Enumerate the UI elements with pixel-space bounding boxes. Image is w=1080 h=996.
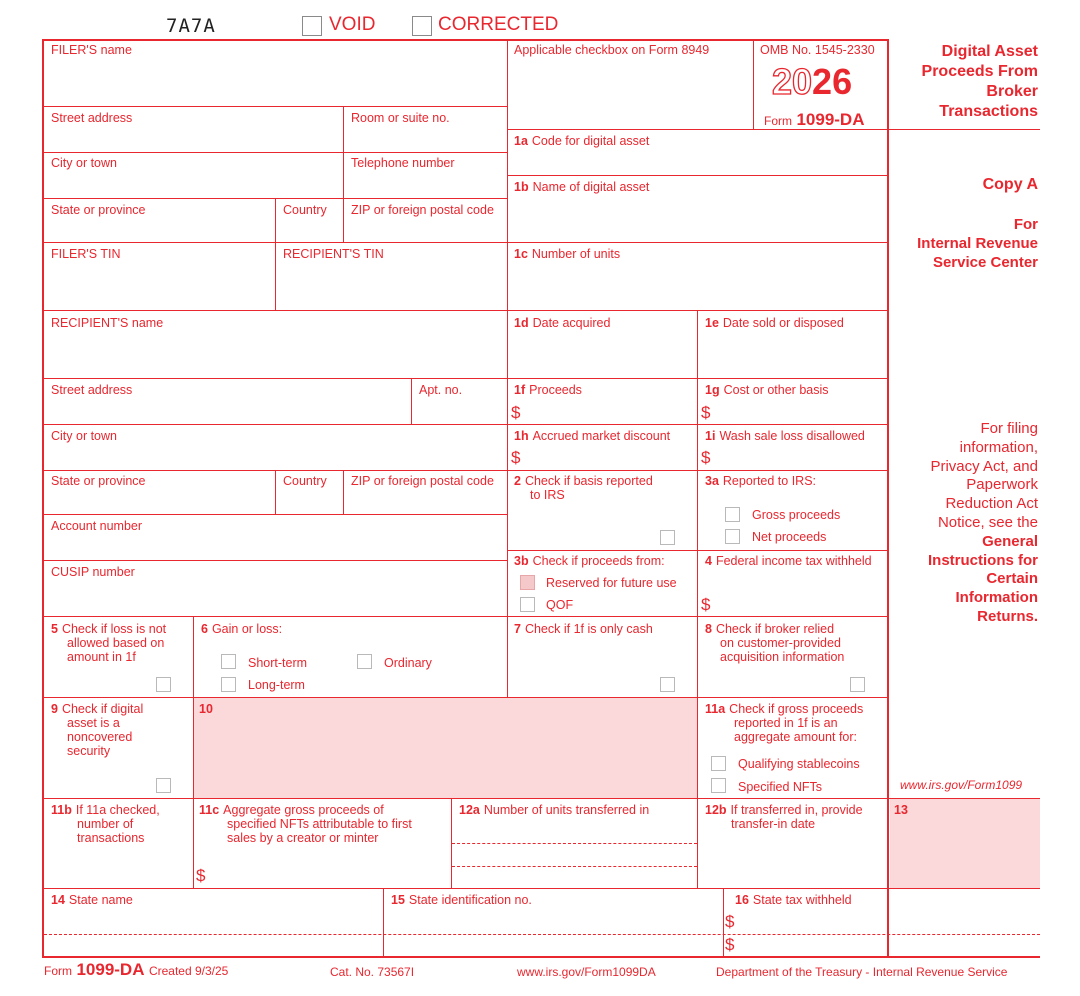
num: 7 [514, 622, 521, 636]
box-3a-gross-label: Gross proceeds [752, 508, 841, 522]
box-1i-label [705, 429, 865, 443]
text: Date sold or disposed [722, 316, 844, 330]
side-line: Information [955, 589, 1038, 607]
side-line: For filing [980, 420, 1038, 437]
cusip-label: CUSIP number [51, 565, 135, 579]
box-11a-stablecoins-label: Qualifying stablecoins [738, 757, 860, 771]
rule [43, 106, 507, 107]
box-1c-label [514, 247, 620, 261]
box-8-checkbox[interactable] [850, 677, 865, 692]
box-3a-label [705, 474, 816, 488]
bottom-rule-right [888, 956, 1040, 958]
text: transfer-in date [731, 817, 816, 831]
num: 5 [51, 622, 58, 636]
box-3a-gross-checkbox[interactable] [725, 507, 740, 522]
text: If transferred in, provide [730, 803, 863, 817]
filing-notice [928, 420, 1038, 627]
num: 1f [514, 383, 526, 397]
side-title [922, 42, 1038, 122]
num: 12a [459, 803, 480, 817]
text: Check if basis reported [524, 474, 653, 488]
form-name: 1099-DA [796, 110, 865, 129]
text: Code for digital asset [531, 134, 650, 148]
text: Reported to IRS: [722, 474, 817, 488]
corrected-label: CORRECTED [438, 14, 559, 35]
footer-form-prefix: Form [44, 964, 72, 978]
recipient-name-label: RECIPIENT'S name [51, 316, 164, 330]
rule-right-16 [888, 888, 1040, 889]
box-6-label [201, 622, 282, 636]
text: on customer-provided [720, 636, 841, 650]
rule [343, 470, 344, 514]
text: Aggregate gross proceeds of [223, 803, 384, 817]
filer-name-label: FILER'S name [51, 43, 132, 57]
recipient-city-label: City or town [51, 429, 117, 443]
box-15-label [391, 893, 532, 907]
box-16-label [735, 893, 852, 907]
box-13-label [894, 803, 912, 817]
rule [507, 175, 889, 176]
dollar-16b: $ [725, 935, 735, 954]
num: 1d [514, 316, 529, 330]
box-9-label [51, 702, 143, 758]
side-line: General [982, 532, 1038, 550]
rule [43, 378, 889, 379]
box-6-long-term-checkbox[interactable] [221, 677, 236, 692]
box-3a-net-checkbox[interactable] [725, 529, 740, 544]
dashed-rule [452, 843, 697, 844]
num: 3b [514, 554, 529, 568]
recipient-apt-label: Apt. no. [419, 383, 463, 397]
filer-zip-label: ZIP or foreign postal code [351, 203, 494, 217]
dollar-1f: $ [511, 403, 521, 422]
num: 8 [705, 622, 712, 636]
num: 6 [201, 622, 208, 636]
side-line: Returns. [977, 607, 1038, 625]
text: noncovered [67, 730, 133, 744]
text: reported in 1f is an [734, 716, 838, 730]
side-title-line: Digital Asset [941, 43, 1038, 60]
filer-country-label: Country [283, 203, 327, 217]
text: Gain or loss: [211, 622, 283, 636]
rule [507, 129, 889, 130]
box-4-label [705, 554, 872, 568]
divider-mid-col [697, 310, 698, 888]
footer-cat-no: Cat. No. 73567I [330, 965, 415, 979]
side-line: information, [959, 438, 1038, 456]
text: Check if proceeds from: [532, 554, 665, 568]
num: 11b [51, 803, 72, 817]
text: Check if gross proceeds [729, 702, 864, 716]
box-7-checkbox[interactable] [660, 677, 675, 692]
box-12a-label [459, 803, 649, 817]
box-6-ordinary-checkbox[interactable] [357, 654, 372, 669]
box-3b-label [514, 554, 665, 568]
text: Check if 1f is only cash [524, 622, 653, 636]
recipient-zip-label: ZIP or foreign postal code [351, 474, 494, 488]
rule [343, 198, 344, 242]
omb-number: OMB No. 1545-2330 [760, 43, 875, 57]
side-url[interactable]: www.irs.gov/Form1099 [900, 778, 1023, 792]
rule [43, 514, 507, 515]
text: State identification no. [408, 893, 532, 907]
box-6-short-term-checkbox[interactable] [221, 654, 236, 669]
footer-department: Department of the Treasury - Internal Revenue Service [716, 965, 1008, 979]
box-12b-label [705, 803, 863, 831]
recipient-street-label: Street address [51, 383, 133, 397]
side-line: Certain [986, 570, 1038, 588]
box-6-ordinary-label: Ordinary [384, 656, 432, 670]
box-3b-reserved-label: Reserved for future use [546, 576, 677, 590]
rule [43, 424, 889, 425]
box-3b-qof-label: QOF [546, 598, 574, 612]
rule [43, 888, 889, 889]
tax-year-suffix: 26 [812, 61, 853, 102]
box-5-checkbox[interactable] [156, 677, 171, 692]
num: 4 [705, 554, 712, 568]
rule [43, 560, 507, 561]
side-line: Instructions for [927, 551, 1038, 569]
text: aggregate amount for: [734, 730, 857, 744]
form-id-header [764, 110, 865, 130]
box-2-label [514, 474, 653, 502]
side-line: Service Center [932, 254, 1038, 271]
dashed-rule [452, 866, 697, 867]
num: 1g [705, 383, 720, 397]
recipient-tin-label: RECIPIENT'S TIN [283, 247, 384, 261]
corrected-checkbox[interactable] [412, 16, 432, 36]
filer-city-label: City or town [51, 156, 117, 170]
rule [275, 198, 276, 310]
num: 3a [705, 474, 719, 488]
text: sales by a creator or minter [227, 831, 379, 845]
text: State name [68, 893, 133, 907]
box-11c-label [199, 803, 412, 845]
recipient-state-label: State or province [51, 474, 146, 488]
num: 9 [51, 702, 58, 716]
box-3a-net-label: Net proceeds [752, 530, 827, 544]
box-9-checkbox[interactable] [156, 778, 171, 793]
box-11b-label [51, 803, 160, 845]
box-3b-qof-checkbox[interactable] [520, 597, 535, 612]
rule [507, 550, 889, 551]
void-checkbox[interactable] [302, 16, 322, 36]
text: Federal income tax withheld [715, 554, 872, 568]
rule [507, 242, 889, 243]
filer-state-label: State or province [51, 203, 146, 217]
checkbox-8949-label: Applicable checkbox on Form 8949 [514, 43, 710, 57]
num: 13 [894, 803, 908, 817]
box-8-label [705, 622, 844, 664]
box-10-shaded [194, 698, 697, 798]
filer-phone-label: Telephone number [351, 156, 455, 170]
recipient-country-label: Country [283, 474, 327, 488]
box-1d-label [514, 316, 610, 330]
box-1a-label [514, 134, 649, 148]
text: allowed based on [67, 636, 165, 650]
box-3b-reserved-checkbox [520, 575, 535, 590]
text: State tax withheld [752, 893, 852, 907]
footer-form-id [44, 960, 228, 980]
text: Date acquired [532, 316, 611, 330]
tax-year-prefix: 20 [772, 61, 813, 102]
rule-right-header [888, 129, 1040, 130]
text: specified NFTs attributable to first [227, 817, 412, 831]
num: 2 [514, 474, 521, 488]
rule [383, 888, 384, 956]
rule [43, 616, 889, 617]
num: 16 [735, 893, 749, 907]
text: Check if loss is not [61, 622, 167, 636]
side-line: For [1013, 216, 1038, 233]
void-label: VOID [329, 14, 376, 35]
text: number of [77, 817, 134, 831]
num: 1e [705, 316, 719, 330]
text: Number of units [531, 247, 621, 261]
num: 11c [199, 803, 220, 817]
num: 11a [705, 702, 726, 716]
side-line: Internal Revenue [917, 235, 1038, 252]
footer-created: Created 9/3/25 [148, 964, 229, 978]
form-code: 7A7A [166, 15, 216, 37]
box-11a-label [705, 702, 863, 744]
num: 10 [199, 702, 213, 716]
box-6-short-term-label: Short-term [248, 656, 308, 670]
num: 14 [51, 893, 65, 907]
box-1g-label [705, 383, 829, 397]
num: 12b [705, 803, 727, 817]
copy-for-irs [917, 215, 1038, 272]
filer-room-label: Room or suite no. [351, 111, 450, 125]
side-title-line: Transactions [939, 103, 1038, 120]
side-line: Reduction Act [945, 495, 1038, 513]
copy-a-label: Copy A [982, 176, 1038, 193]
box-1e-label [705, 316, 844, 330]
text: Number of units transferred in [483, 803, 650, 817]
text: Name of digital asset [532, 180, 650, 194]
text: Cost or other basis [723, 383, 829, 397]
form-prefix: Form [764, 114, 792, 128]
rule [43, 470, 889, 471]
rule [411, 378, 412, 424]
rule [43, 310, 889, 311]
box-14-label [51, 893, 133, 907]
num: 15 [391, 893, 405, 907]
box-1b-label [514, 180, 649, 194]
side-title-line: Proceeds From [921, 63, 1038, 80]
filer-tin-label: FILER'S TIN [51, 247, 121, 261]
footer-form-name: 1099-DA [76, 960, 145, 979]
account-number-label: Account number [51, 519, 143, 533]
text: transactions [77, 831, 145, 845]
text: Proceeds [529, 383, 582, 397]
box-11a-stablecoins-checkbox[interactable] [711, 756, 726, 771]
rule [723, 888, 724, 956]
text: acquisition information [720, 650, 845, 664]
text: Check if broker relied [715, 622, 835, 636]
text: amount in 1f [67, 650, 136, 664]
box-1f-label [514, 383, 582, 397]
text: Accrued market discount [532, 429, 671, 443]
num: 1h [514, 429, 529, 443]
filer-street-label: Street address [51, 111, 133, 125]
box-6-long-term-label: Long-term [248, 678, 305, 692]
tax-year [772, 62, 852, 102]
dollar-1h: $ [511, 448, 521, 467]
text: Check if digital [61, 702, 144, 716]
rule [753, 40, 754, 129]
num: 1a [514, 134, 528, 148]
num: 1i [705, 429, 716, 443]
side-line: Privacy Act, and [930, 457, 1038, 475]
rule [43, 152, 507, 153]
num: 1b [514, 180, 529, 194]
box-13-shaded [890, 799, 1040, 888]
footer-url[interactable]: www.irs.gov/Form1099DA [517, 965, 656, 979]
num: 1c [514, 247, 528, 261]
box-1h-label [514, 429, 670, 443]
side-line: Notice, see the [937, 513, 1038, 531]
dollar-16a: $ [725, 912, 735, 931]
box-2-checkbox[interactable] [660, 530, 675, 545]
text: asset is a [67, 716, 120, 730]
text: Wash sale loss disallowed [719, 429, 865, 443]
dollar-4: $ [701, 595, 711, 614]
dollar-11c: $ [196, 866, 206, 885]
box-10-label [199, 702, 217, 716]
dashed-rule [44, 934, 1040, 935]
text: security [67, 744, 111, 758]
text: If 11a checked, [75, 803, 160, 817]
rule [43, 798, 889, 799]
box-5-label [51, 622, 166, 664]
divider-left-col [507, 40, 508, 698]
dollar-1i: $ [701, 448, 711, 467]
rule [275, 470, 276, 514]
side-title-line: Broker [986, 83, 1038, 100]
box-11a-nfts-label: Specified NFTs [738, 780, 823, 794]
dollar-1g: $ [701, 403, 711, 422]
rule [43, 242, 507, 243]
box-11a-nfts-checkbox[interactable] [711, 778, 726, 793]
side-line: Paperwork [966, 476, 1038, 494]
text: to IRS [530, 488, 565, 502]
box-7-label [514, 622, 653, 636]
